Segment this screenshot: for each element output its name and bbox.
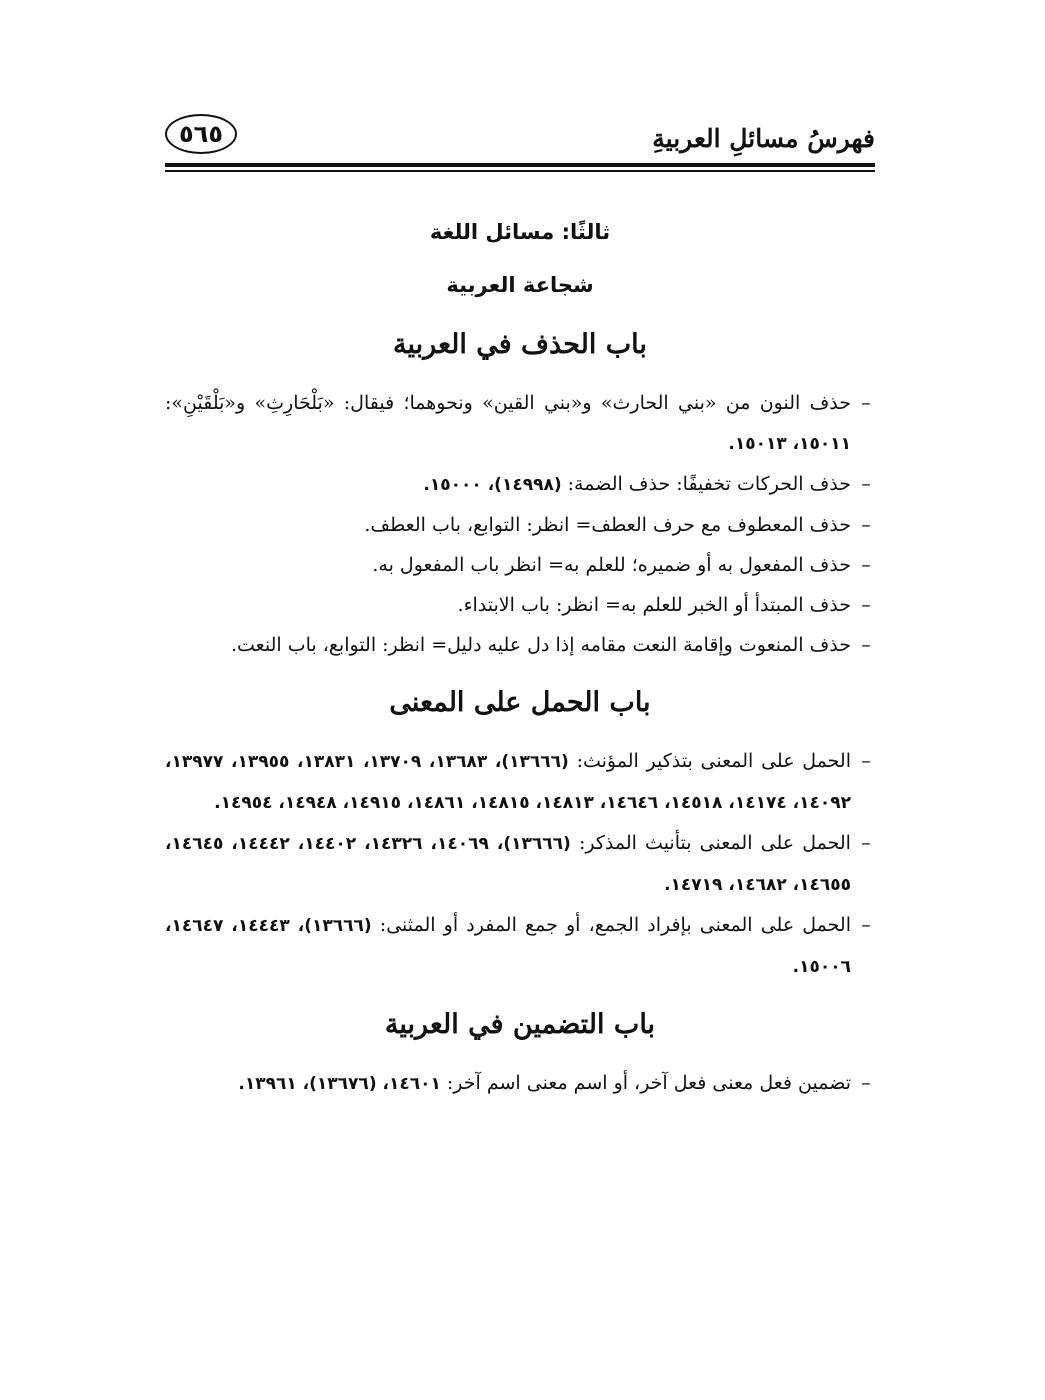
index-entry xyxy=(165,383,875,464)
entry-numbers: (١٣٦٦٦)، ١٤٠٦٩، ١٤٣٢٦، ١٤٤٠٢، ١٤٤٤٢، ١٤٦٤٥، ١٤٦٥٥، ١٤٦٨٢، ١٤٧١٩. xyxy=(165,834,851,895)
entry-numbers: (١٣٦٦٦)، ١٣٦٨٣، ١٣٧٠٩، ١٣٨٣١، ١٣٩٥٥، ١٣٩٧٧، ١٤٠٩٢، ١٤١٧٤، ١٤٥١٨، ١٤٦٤٦، ١٤٨١٣، ١٤٨١٥، ١٤٨٦١، ١٤٩١٥، ١٤٩٤٨، ١٤٩٥٤. xyxy=(165,752,851,813)
index-entry xyxy=(165,545,875,585)
bab-heading: باب الحمل على المعنى xyxy=(389,687,651,718)
dash-mark: – xyxy=(861,594,871,616)
index-entry xyxy=(165,625,875,665)
entry-text: حذف الحركات تخفيفًا: حذف الضمة: xyxy=(561,473,851,495)
index-entry xyxy=(165,1063,875,1104)
entry-text: حذف المفعول به أو ضميره؛ للعلم به= انظر باب المفعول به. xyxy=(372,554,851,576)
index-entry xyxy=(165,464,875,505)
dash-mark: – xyxy=(861,832,871,854)
index-content xyxy=(165,200,875,1112)
entry-list xyxy=(165,1063,875,1104)
entry-numbers: ١٤٦٠١، (١٣٦٧٦)، ١٣٩٦١. xyxy=(238,1074,441,1094)
entry-text: الحمل على المعنى بإفراد الجمع، أو جمع المفرد أو المثنى: xyxy=(371,914,851,936)
entry-numbers: (١٣٦٦٦)، ١٤٤٤٣، ١٤٦٤٧، ١٥٠٠٦. xyxy=(165,916,851,977)
dash-mark: – xyxy=(861,914,871,936)
dash-mark: – xyxy=(861,392,871,414)
entry-text: حذف المنعوت وإقامة النعت مقامه إذا دل عليه دليل= انظر: التوابع، باب النعت. xyxy=(230,634,851,656)
entry-text: تضمين فعل معنى فعل آخر، أو اسم معنى اسم آخر: xyxy=(440,1072,851,1094)
bab-heading: باب التضمين في العربية xyxy=(384,1009,656,1040)
entry-text: حذف النون من «بني الحارث» و«بني القين» ونحوهما؛ فيقال: «بَلْحَارِثِ» و«بَلْقَيْنِ»: xyxy=(165,392,851,414)
entry-text: حذف المبتدأ أو الخبر للعلم به= انظر: باب الابتداء. xyxy=(457,594,851,616)
index-entry xyxy=(165,905,875,987)
section-subtitle: شجاعة العربية xyxy=(446,273,594,297)
running-title: فهرسُ مسائلِ العربيةِ xyxy=(652,124,875,153)
index-entry xyxy=(165,741,875,823)
section-title: ثالثًا: مسائل اللغة xyxy=(429,220,611,244)
dash-mark: – xyxy=(861,1072,871,1094)
index-entry xyxy=(165,823,875,905)
header-rule-thick xyxy=(165,163,875,167)
entry-list xyxy=(165,383,875,665)
dash-mark: – xyxy=(861,634,871,656)
index-entry xyxy=(165,505,875,545)
entry-text: الحمل على المعنى بتأنيث المذكر: xyxy=(570,832,851,854)
dash-mark: – xyxy=(861,554,871,576)
entry-text: حذف المعطوف مع حرف العطف= انظر: التوابع، باب العطف. xyxy=(364,514,851,536)
entry-text: الحمل على المعنى بتذكير المؤنث: xyxy=(568,750,851,772)
entry-numbers: (١٤٩٩٨)، ١٥٠٠٠. xyxy=(423,475,562,495)
page-header xyxy=(165,112,875,162)
bab-heading: باب الحذف في العربية xyxy=(393,329,647,360)
dash-mark: – xyxy=(861,514,871,536)
entry-list xyxy=(165,741,875,987)
entry-numbers: ١٥٠١١، ١٥٠١٣. xyxy=(728,434,851,454)
dash-mark: – xyxy=(861,750,871,772)
page-number: ٥٦٥ xyxy=(165,114,237,154)
index-entry xyxy=(165,585,875,625)
dash-mark: – xyxy=(861,473,871,495)
header-rule-thin xyxy=(165,170,875,172)
